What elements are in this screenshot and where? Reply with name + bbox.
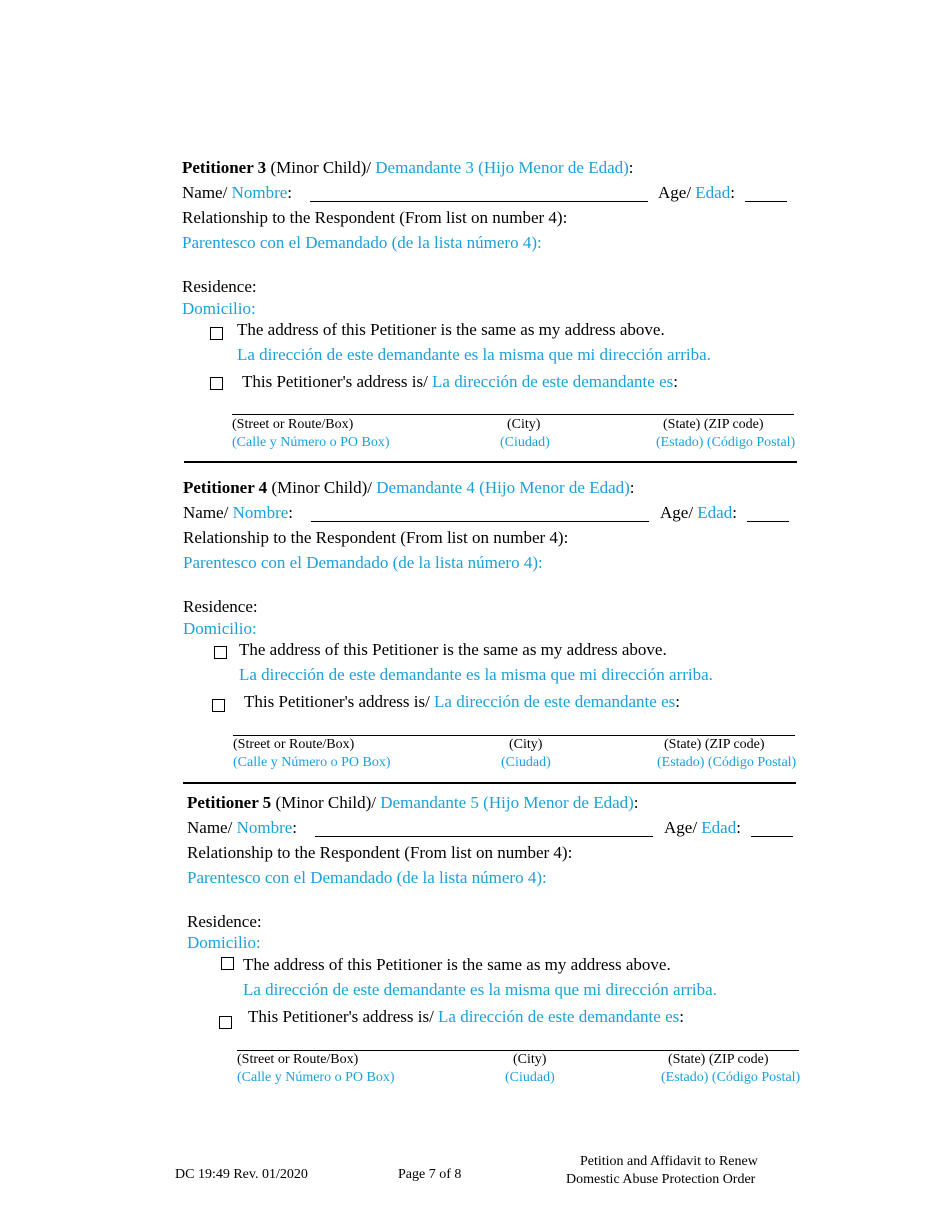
relationship-label: Relationship to the Respondent (From list on number 4): xyxy=(182,208,568,227)
colon: : xyxy=(287,183,293,202)
age-label-en: Age/ xyxy=(658,183,696,202)
form-title-line2: Domestic Abuse Protection Order xyxy=(566,1172,756,1187)
colon: : xyxy=(629,478,635,497)
name-label-en: Name/ xyxy=(182,183,232,202)
form-title-line1: Petition and Affidavit to Renew xyxy=(580,1154,758,1169)
street-caption: (Street or Route/Box) xyxy=(233,737,355,752)
petitioner-3-heading xyxy=(182,158,634,178)
age-label xyxy=(664,818,741,838)
minor-child-label-es: Demandante 4 (Hijo Menor de Edad) xyxy=(376,478,630,497)
petitioner-number-label: Petitioner 3 xyxy=(182,158,267,177)
same-address-checkbox[interactable] xyxy=(214,646,227,659)
colon: : xyxy=(673,372,678,391)
age-label xyxy=(660,503,737,523)
address-is-label-es: La dirección de este demandante es xyxy=(438,1007,680,1026)
colon: : xyxy=(730,183,735,202)
state-zip-caption: (State) (ZIP code) xyxy=(668,1052,769,1067)
name-field[interactable] xyxy=(310,201,648,202)
address-field[interactable] xyxy=(232,414,794,415)
colon: : xyxy=(628,158,634,177)
relationship-label: Relationship to the Respondent (From list on number 4): xyxy=(183,528,569,547)
name-label xyxy=(187,818,297,838)
address-is-label-es: La dirección de este demandante es xyxy=(432,372,674,391)
same-address-label: The address of this Petitioner is the same as my address above. xyxy=(237,320,665,339)
address-is-label-en: This Petitioner's address is/ xyxy=(242,372,433,391)
residence-label: Residence: xyxy=(187,912,262,931)
minor-child-label: (Minor Child)/ xyxy=(271,793,381,812)
name-field[interactable] xyxy=(311,521,649,522)
state-zip-caption-es: (Estado) (Código Postal) xyxy=(657,755,797,770)
city-caption-es: (Ciudad) xyxy=(501,755,551,770)
relationship-label-es[interactable]: Parentesco con el Demandado (de la lista número 4): xyxy=(187,868,547,887)
colon: : xyxy=(292,818,298,837)
name-field[interactable] xyxy=(315,836,653,837)
name-label-es: Nombre xyxy=(231,183,288,202)
age-field[interactable] xyxy=(747,521,789,522)
minor-child-label-es: Demandante 5 (Hijo Menor de Edad) xyxy=(380,793,634,812)
address-is-label-es: La dirección de este demandante es xyxy=(434,692,676,711)
street-caption: (Street or Route/Box) xyxy=(237,1052,359,1067)
colon: : xyxy=(736,818,741,837)
same-address-label-es: La dirección de este demandante es la misma que mi dirección arriba. xyxy=(239,665,713,684)
same-address-checkbox[interactable] xyxy=(221,957,234,970)
petitioner-number-label: Petitioner 5 xyxy=(187,793,272,812)
name-label-en: Name/ xyxy=(183,503,233,522)
section-divider xyxy=(184,461,797,463)
street-caption-es: (Calle y Número o PO Box) xyxy=(232,435,390,450)
other-address-checkbox[interactable] xyxy=(219,1016,232,1029)
relationship-label-es[interactable]: Parentesco con el Demandado (de la lista número 4): xyxy=(182,233,542,252)
relationship-label: Relationship to the Respondent (From list on number 4): xyxy=(187,843,573,862)
street-caption-es: (Calle y Número o PO Box) xyxy=(237,1070,395,1085)
residence-label-es: Domicilio: xyxy=(183,619,257,638)
other-address-checkbox[interactable] xyxy=(210,377,223,390)
same-address-label-es: La dirección de este demandante es la misma que mi dirección arriba. xyxy=(237,345,711,364)
colon: : xyxy=(675,692,680,711)
age-label-es: Edad xyxy=(695,183,731,202)
age-label-es: Edad xyxy=(701,818,737,837)
address-is-label xyxy=(242,372,678,392)
age-label-en: Age/ xyxy=(660,503,698,522)
name-label-en: Name/ xyxy=(187,818,237,837)
other-address-checkbox[interactable] xyxy=(212,699,225,712)
petitioner-5-heading xyxy=(187,793,639,813)
state-zip-caption: (State) (ZIP code) xyxy=(664,737,765,752)
address-is-label-en: This Petitioner's address is/ xyxy=(248,1007,439,1026)
relationship-label-es[interactable]: Parentesco con el Demandado (de la lista número 4): xyxy=(183,553,543,572)
page-number: Page 7 of 8 xyxy=(398,1167,462,1182)
colon: : xyxy=(633,793,639,812)
name-label xyxy=(182,183,292,203)
form-number: DC 19:49 Rev. 01/2020 xyxy=(175,1167,308,1182)
residence-label-es: Domicilio: xyxy=(187,933,261,952)
age-field[interactable] xyxy=(751,836,793,837)
street-caption-es: (Calle y Número o PO Box) xyxy=(233,755,391,770)
name-label-es: Nombre xyxy=(232,503,289,522)
minor-child-label: (Minor Child)/ xyxy=(267,478,377,497)
colon: : xyxy=(288,503,294,522)
petitioner-number-label: Petitioner 4 xyxy=(183,478,268,497)
city-caption: (City) xyxy=(507,417,541,432)
colon: : xyxy=(679,1007,684,1026)
residence-label: Residence: xyxy=(183,597,258,616)
section-divider xyxy=(183,782,796,784)
street-caption: (Street or Route/Box) xyxy=(232,417,354,432)
address-is-label xyxy=(248,1007,684,1027)
age-label-en: Age/ xyxy=(664,818,702,837)
city-caption: (City) xyxy=(513,1052,547,1067)
address-is-label-en: This Petitioner's address is/ xyxy=(244,692,435,711)
address-is-label xyxy=(244,692,680,712)
age-label-es: Edad xyxy=(697,503,733,522)
city-caption: (City) xyxy=(509,737,543,752)
colon: : xyxy=(732,503,737,522)
city-caption-es: (Ciudad) xyxy=(500,435,550,450)
same-address-label: The address of this Petitioner is the same as my address above. xyxy=(239,640,667,659)
age-field[interactable] xyxy=(745,201,787,202)
petitioner-4-heading xyxy=(183,478,635,498)
residence-label-es: Domicilio: xyxy=(182,299,256,318)
same-address-label-es: La dirección de este demandante es la misma que mi dirección arriba. xyxy=(243,980,717,999)
minor-child-label-es: Demandante 3 (Hijo Menor de Edad) xyxy=(375,158,629,177)
name-label xyxy=(183,503,293,523)
same-address-label: The address of this Petitioner is the same as my address above. xyxy=(243,955,671,974)
minor-child-label: (Minor Child)/ xyxy=(266,158,376,177)
state-zip-caption-es: (Estado) (Código Postal) xyxy=(656,435,796,450)
city-caption-es: (Ciudad) xyxy=(505,1070,555,1085)
name-label-es: Nombre xyxy=(236,818,293,837)
same-address-checkbox[interactable] xyxy=(210,327,223,340)
state-zip-caption: (State) (ZIP code) xyxy=(663,417,764,432)
residence-label: Residence: xyxy=(182,277,257,296)
state-zip-caption-es: (Estado) (Código Postal) xyxy=(661,1070,801,1085)
age-label xyxy=(658,183,735,203)
